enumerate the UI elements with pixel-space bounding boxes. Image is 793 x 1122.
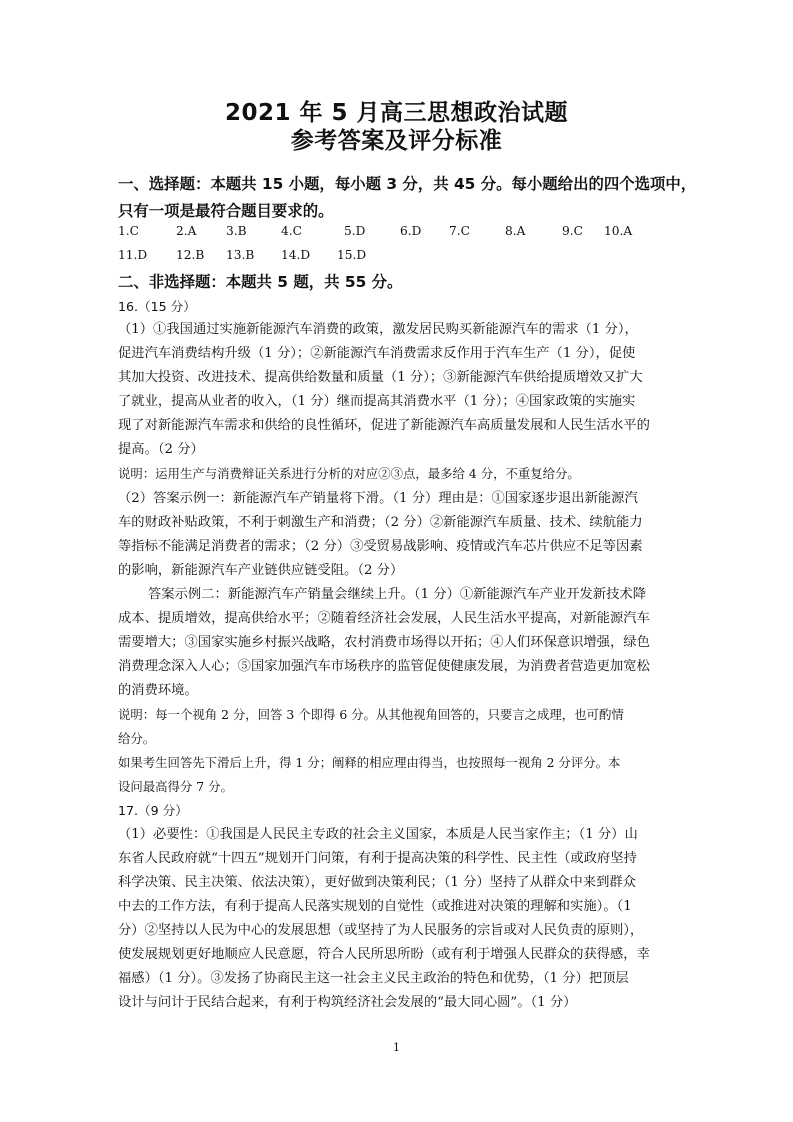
q16-example2-line: 需要增大；③国家实施乡村振兴战略，农村消费市场得以开拓；④人们环保意识增强，绿色 [118,635,650,650]
page-number: 1 [393,1041,400,1054]
q17-part1-line: （1）必要性：①我国是人民民主专政的社会主义国家，本质是人民当家作主；（1 分）山 [118,827,638,842]
q16-part1-line: 其加大投资、改进技术、提高供给数量和质量（1 分）；③新能源汽车供给提质增效又扩大 [118,370,643,385]
section1-heading-line1: 一、选择题：本题共 15 小题，每小题 3 分，共 45 分。每小题给出的四个选项中， [118,175,697,193]
section2-heading: 二、非选择题：本题共 5 题，共 55 分。 [118,273,403,291]
mc-answer: 5.D [344,224,366,238]
mc-answer: 3.B [226,224,247,238]
q16-example2-line: 答案示例二：新能源汽车产销量会继续上升。（1 分）①新能源汽车产业开发新技术降 [148,587,647,602]
document-title: 2021 年 5 月高三思想政治试题 [224,100,569,126]
q16-part1-line: （1）①我国通过实施新能源汽车消费的政策，激发居民购买新能源汽车的需求（1 分）， [118,322,638,337]
mc-answer: 7.C [449,224,470,238]
q17-part1-line: 科学决策、民主决策、依法决策），更好做到决策利民；（1 分）坚持了从群众中来到群众 [118,875,636,890]
q16-note2-line: 给分。 [118,731,156,746]
q16-note3-line: 设问最高得分 7 分。 [118,779,233,794]
mc-answer: 14.D [281,248,311,262]
q17-part1-line: 使发展规划更好地顺应人民意愿，符合人民所思所盼（或有利于增强人民群众的获得感，幸 [118,947,650,962]
section1-heading-line2: 只有一项是最符合题目要求的。 [118,202,334,220]
q16-label: 16.（15 分） [118,299,196,314]
q16-part2-line: （2）答案示例一：新能源汽车产销量将下滑。（1 分）理由是：①国家逐步退出新能源汽 [118,491,638,506]
q16-part2-line: 等指标不能满足消费者的需求；（2 分）③受贸易战影响、疫情或汽车芯片供应不足等因素 [118,539,643,554]
q16-part1-line: 了就业，提高从业者的收入，（1 分）继而提高其消费水平（1 分）；④国家政策的实施实 [118,394,636,409]
mc-answer: 9.C [562,224,583,238]
q16-part2-line: 车的财政补贴政策，不利于刺激生产和消费；（2 分）②新能源汽车质量、技术、续航能力 [118,515,643,530]
mc-answer: 15.D [337,248,367,262]
q16-scoring-note: 说明：运用生产与消费辩证关系进行分析的对应②③点，最多给 4 分，不重复给分。 [118,466,580,481]
q17-part1-line: 分）②坚持以人民为中心的发展思想（或坚持了为人民服务的宗旨或对人民负责的原则）， [118,923,644,938]
q16-part1-line: 现了对新能源汽车需求和供给的良性循环，促进了新能源汽车高质量发展和人民生活水平的 [118,418,650,433]
q16-part1-line: 提高。（2 分） [118,442,204,457]
mc-answer: 11.D [118,248,148,262]
q16-example2-line: 的消费环境。 [118,683,198,698]
q17-part1-line: 设计与问计于民结合起来，有利于构筑经济社会发展的“最大同心圆”。（1 分） [118,995,577,1010]
mc-answer: 13.B [226,248,255,262]
q17-part1-line: 福感）（1 分）。③发扬了协商民主这一社会主义民主政治的特色和优势，（1 分）把顶层 [118,971,629,986]
mc-answer: 4.C [281,224,302,238]
q16-note2-line: 说明：每一个视角 2 分，回答 3 个即得 6 分。从其他视角回答的，只要言之成理，也可酌情 [118,707,624,722]
mc-answer: 1.C [118,224,139,238]
mc-answer: 8.A [505,224,526,238]
document-subtitle: 参考答案及评分标准 [290,128,503,154]
q16-example2-line: 消费理念深入人心；⑤国家加强汽车市场秩序的监管促使健康发展，为消费者营造更加宽松 [118,659,650,674]
mc-answer: 12.B [176,248,205,262]
q16-part2-line: 的影响，新能源汽车产业链供应链受阻。（2 分） [118,563,404,578]
q16-part1-line: 促进汽车消费结构升级（1 分）；②新能源汽车消费需求反作用于汽车生产（1 分），促使 [118,346,636,361]
q16-note3-line: 如果考生回答先下滑后上升，得 1 分；阐释的相应理由得当，也按照每一视角 2 分评分。本 [118,755,621,770]
q17-part1-line: 中去的工作方法，有利于提高人民落实规划的自觉性（或推进对决策的理解和实施）。（1 [118,899,632,914]
mc-answer: 6.D [400,224,422,238]
q17-part1-line: 东省人民政府就“十四五”规划开门问策，有利于提高决策的科学性、民主性（或政府坚持 [118,851,637,866]
q16-example2-line: 成本、提质增效，提高供给水平；②随着经济社会发展，人民生活水平提高，对新能源汽车 [118,611,650,626]
mc-answer: 10.A [604,224,633,238]
q17-label: 17.（9 分） [118,803,188,818]
mc-answer: 2.A [176,224,197,238]
